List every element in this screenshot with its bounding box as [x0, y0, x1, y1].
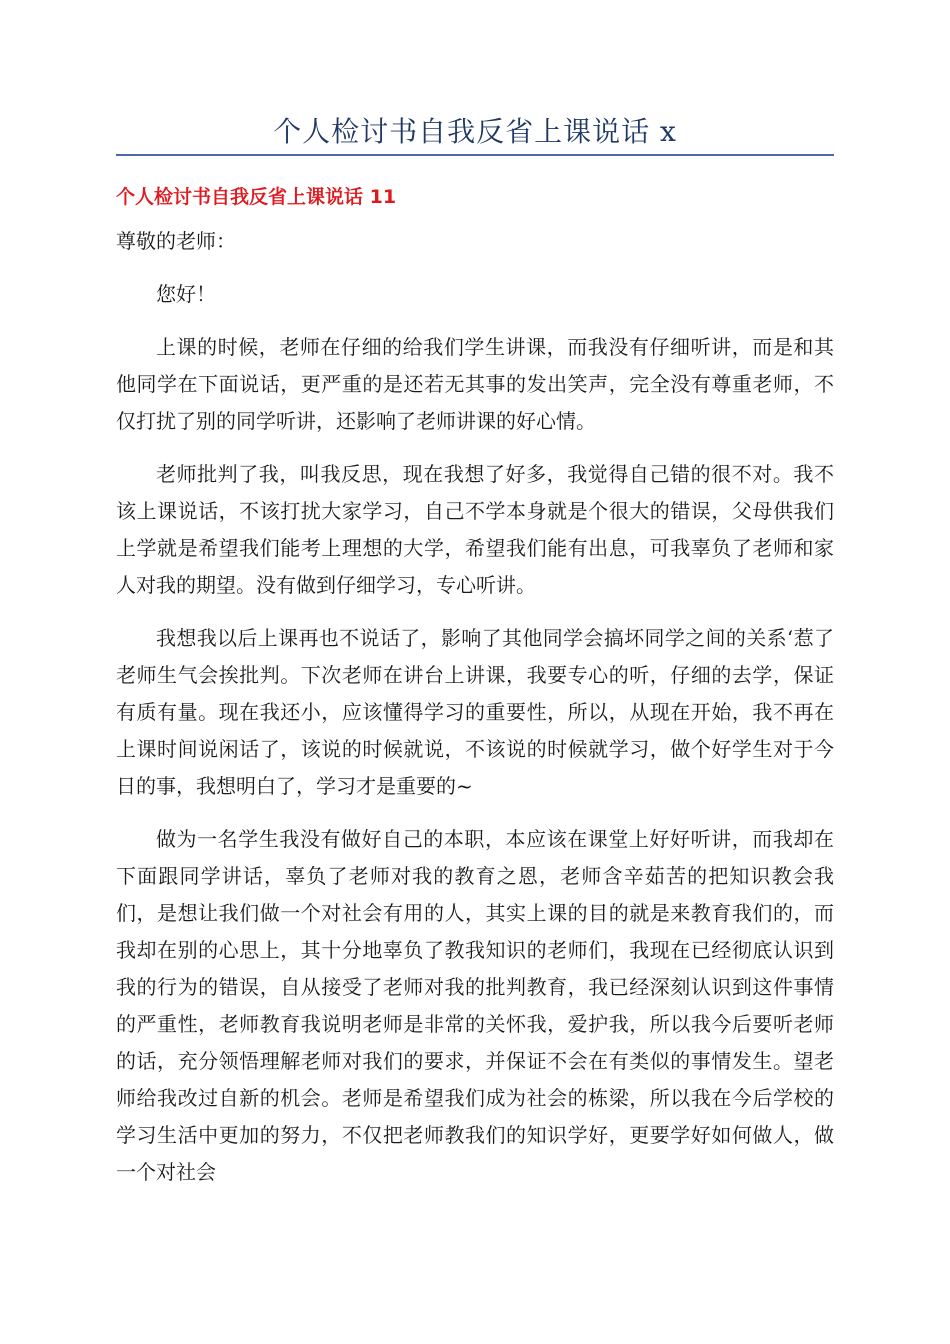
paragraph: 老师批判了我，叫我反思，现在我想了好多，我觉得自己错的很不对。我不该上课说话，不该打扰大家学习，自己不学本身就是个很大的错误，父母供我们上学就是希望我们能考上理想的大学，希望我们能有出息，可我辜负了老师和家人对我的期望。没有做到仔细学习，专心听讲。: [116, 462, 834, 597]
paragraph: 上课的时候，老师在仔细的给我们学生讲课，而我没有仔细听讲，而是和其他同学在下面说话，更严重的是还若无其事的发出笑声，完全没有尊重老师，不仅打扰了别的同学听讲，还影响了老师讲课的好心情。: [116, 335, 834, 433]
letter-body: [116, 223, 834, 1191]
document-title: 个人检讨书自我反省上课说话 x: [273, 115, 677, 148]
paragraph: 我想我以后上课再也不说话了，影响了其他同学会搞坏同学之间的关系‘惹了老师生气会挨批判。下次老师在讲台上讲课，我要专心的听，仔细的去学，保证有质有量。现在我还小，应该懂得学习的重要性，所以，从现在开始，我不再在上课时间说闲话了，该说的时候就说，不该说的时候就学习，做个好学生对于今日的事，我想明白了，学习才是重要的~: [116, 626, 834, 798]
salutation: 尊敬的老师：: [116, 229, 236, 253]
section-heading: 个人检讨书自我反省上课说话 11: [116, 186, 397, 208]
title-underline: [116, 154, 834, 156]
paragraph: 做为一名学生我没有做好自己的本职，本应该在课堂上好好听讲，而我却在下面跟同学讲话，辜负了老师对我的教育之恩，老师含辛茹苦的把知识教会我们，是想让我们做一个对社会有用的人，其实上课的目的就是来教育我们的，而我却在别的心思上，其十分地辜负了教我知识的老师们，我现在已经彻底认识到我的行为的错误，自从接受了老师对我的批判教育，我已经深刻认识到这件事情的严重性，老师教育我说明老师是非常的关怀我，爱护我，所以我今后要听老师的话，充分领悟理解老师对我们的要求，并保证不会在有类似的事情发生。望老师给我改过自新的机会。老师是希望我们成为社会的栋梁，所以我在今后学校的学习生活中更加的努力，不仅把老师教我们的知识学好，更要学好如何做人，做一个对社会: [116, 827, 834, 1184]
greeting: 您好！: [156, 282, 216, 306]
